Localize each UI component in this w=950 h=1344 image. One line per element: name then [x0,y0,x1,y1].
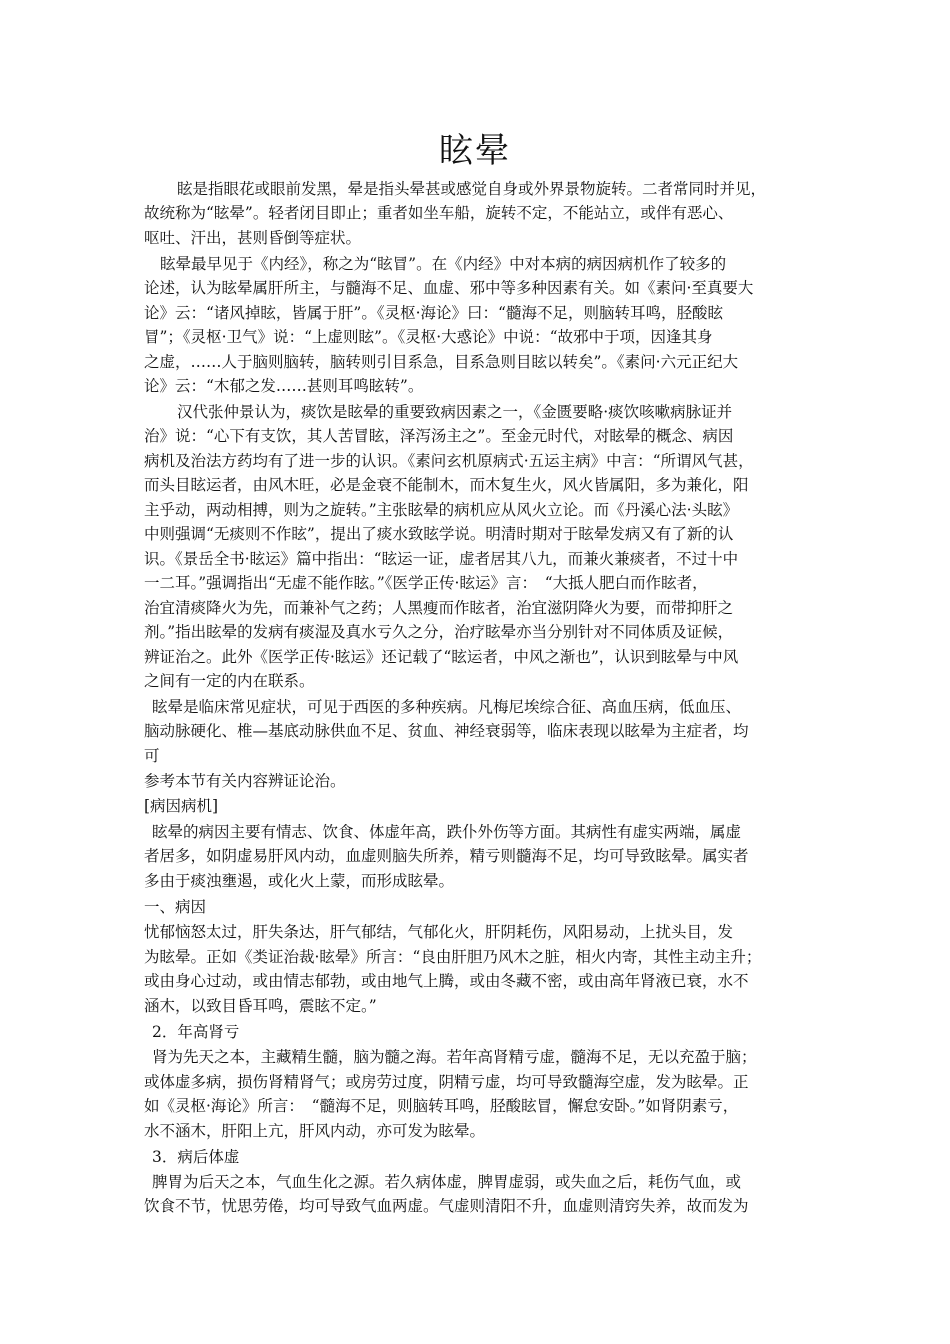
text-line: 眩晕是临床常见症状，可见于西医的多种疾病。凡梅尼埃综合征、高血压病，低血压、 [152,698,742,716]
text-line: 故统称为“眩晕”。轻者闭目即止；重者如坐车船，旋转不定，不能站立，或伴有恶心、 [144,204,734,222]
text-line: 为眩晕。正如《类证治裁·眩晕》所言：“良由肝胆乃风木之脏，相火内寄，其性主动主升； [144,948,762,966]
text-line: 治宜清痰降火为先，而兼补气之药；人黑瘦而作眩者，治宜滋阴降火为要，而带抑肝之 [144,599,734,617]
text-line: 一二耳。”强调指出“无虚不能作眩。”《医学正传·眩运》言： “大抵人肥白而作眩者， [144,574,708,592]
document-title: 眩晕 [439,131,511,171]
text-line: 参考本节有关内容辨证论治。 [144,772,346,790]
text-line: 饮食不节，忧思劳倦，均可导致气血两虚。气虚则清阳不升，血虚则清窍失养，故而发为 [144,1197,749,1215]
text-line: 汉代张仲景认为，痰饮是眩晕的重要致病因素之一，《金匮要略·痰饮咳嗽病脉证并 [177,403,733,421]
text-line: 脑动脉硬化、椎—基底动脉供血不足、贫血、神经衰弱等，临床表现以眩晕为主症者，均 [144,722,749,740]
text-line: 中则强调“无痰则不作眩”，提出了痰水致眩学说。明清时期对于眩晕发病又有了新的认 [144,525,734,543]
text-line: 呕吐、汗出，甚则昏倒等症状。 [144,229,362,247]
text-line: 识。《景岳全书·眩运》篇中指出：“眩运一证，虚者居其八九，而兼火兼痰者，不过十中 [144,550,739,568]
section-heading: 一、病因 [144,898,207,916]
text-line: 肾为先天之本，主藏精生髓，脑为髓之海。若年高肾精亏虚，髓海不足，无以充盈于脑； [152,1048,757,1066]
text-line: 论》云：“诸风掉眩，皆属于肝”。《灵枢·海论》曰：“髓海不足，则脑转耳鸣，胫酸眩 [144,304,723,322]
text-line: 之虚，……人于脑则脑转，脑转则引目系急，目系急则目眩以转矣”。《素问·六元正纪大 [144,353,739,371]
text-line: 或由身心过动，或由情志郁勃，或由地气上腾，或由冬藏不密，或由高年肾液已衰，水不 [144,972,749,990]
section-heading: [病因病机] [144,797,219,815]
text-line: 冒”；《灵枢·卫气》说：“上虚则眩”。《灵枢·大惑论》中说：“故邪中于项，因逢其身 [144,328,713,346]
text-line: 辨证治之。此外《医学正传·眩运》还记载了“眩运者，中风之渐也”，认识到眩晕与中风 [144,648,739,666]
text-line: 或体虚多病，损伤肾精肾气；或房劳过度，阴精亏虚，均可导致髓海空虚，发为眩晕。正 [144,1073,749,1091]
text-line: 而头目眩运者，由风木旺，必是金衰不能制木，而木复生火，风火皆属阳，多为兼化，阳 [144,476,749,494]
text-line: 脾胃为后天之本，气血生化之源。若久病体虚，脾胃虚弱，或失血之后，耗伤气血，或 [152,1173,742,1191]
text-line: 论述，认为眩晕属肝所主，与髓海不足、血虚、邪中等多种因素有关。如《素问·至真要大 [144,279,754,297]
section-heading: 2．年高肾亏 [152,1023,240,1041]
text-line: 者居多，如阴虚易肝风内动，血虚则脑失所养，精亏则髓海不足，均可导致眩晕。属实者 [144,847,749,865]
text-line: 治》说：“心下有支饮，其人苦冒眩，泽泻汤主之”。至金元时代，对眩晕的概念、病因 [144,427,734,445]
text-line: 涵木，以致目昏耳鸣，震眩不定。” [144,997,377,1015]
text-line: 眩晕的病因主要有情志、饮食、体虚年高，跌仆外伤等方面。其病性有虚实两端，属虚 [152,823,742,841]
text-line: 眩晕最早见于《内经》，称之为“眩冒”。在《内经》中对本病的病因病机作了较多的 [160,255,727,273]
text-line: 之间有一定的内在联系。 [144,672,315,690]
text-line: 如《灵枢·海论》所言： “髓海不足，则脑转耳鸣，胫酸眩冒，懈怠安卧。”如肾阴素亏， [144,1097,739,1115]
text-line: 病机及治法方药均有了进一步的认识。《素问玄机原病式·五运主病》中言：“所谓风气甚， [144,452,754,470]
text-line: 眩是指眼花或眼前发黑，晕是指头晕甚或感觉自身或外界景物旋转。二者常同时并见， [177,180,767,198]
section-heading: 3．病后体虚 [152,1148,240,1166]
text-line: 可 [144,747,160,765]
text-line: 多由于痰浊壅遏，或化火上蒙，而形成眩晕。 [144,872,455,890]
text-line: 忧郁恼怒太过，肝失条达，肝气郁结，气郁化火，肝阴耗伤，风阳易动，上扰头目，发 [144,923,734,941]
text-line: 剂。”指出眩晕的发病有痰湿及真水亏久之分，治疗眩晕亦当分别针对不同体质及证候， [144,623,734,641]
text-line: 论》云：“木郁之发……甚则耳鸣眩转”。 [144,377,424,395]
text-line: 主乎动，两动相搏，则为之旋转。”主张眩晕的病机应从风火立论。而《丹溪心法·头眩》 [144,501,739,519]
text-line: 水不涵木，肝阳上亢，肝风内动，亦可发为眩晕。 [144,1122,486,1140]
